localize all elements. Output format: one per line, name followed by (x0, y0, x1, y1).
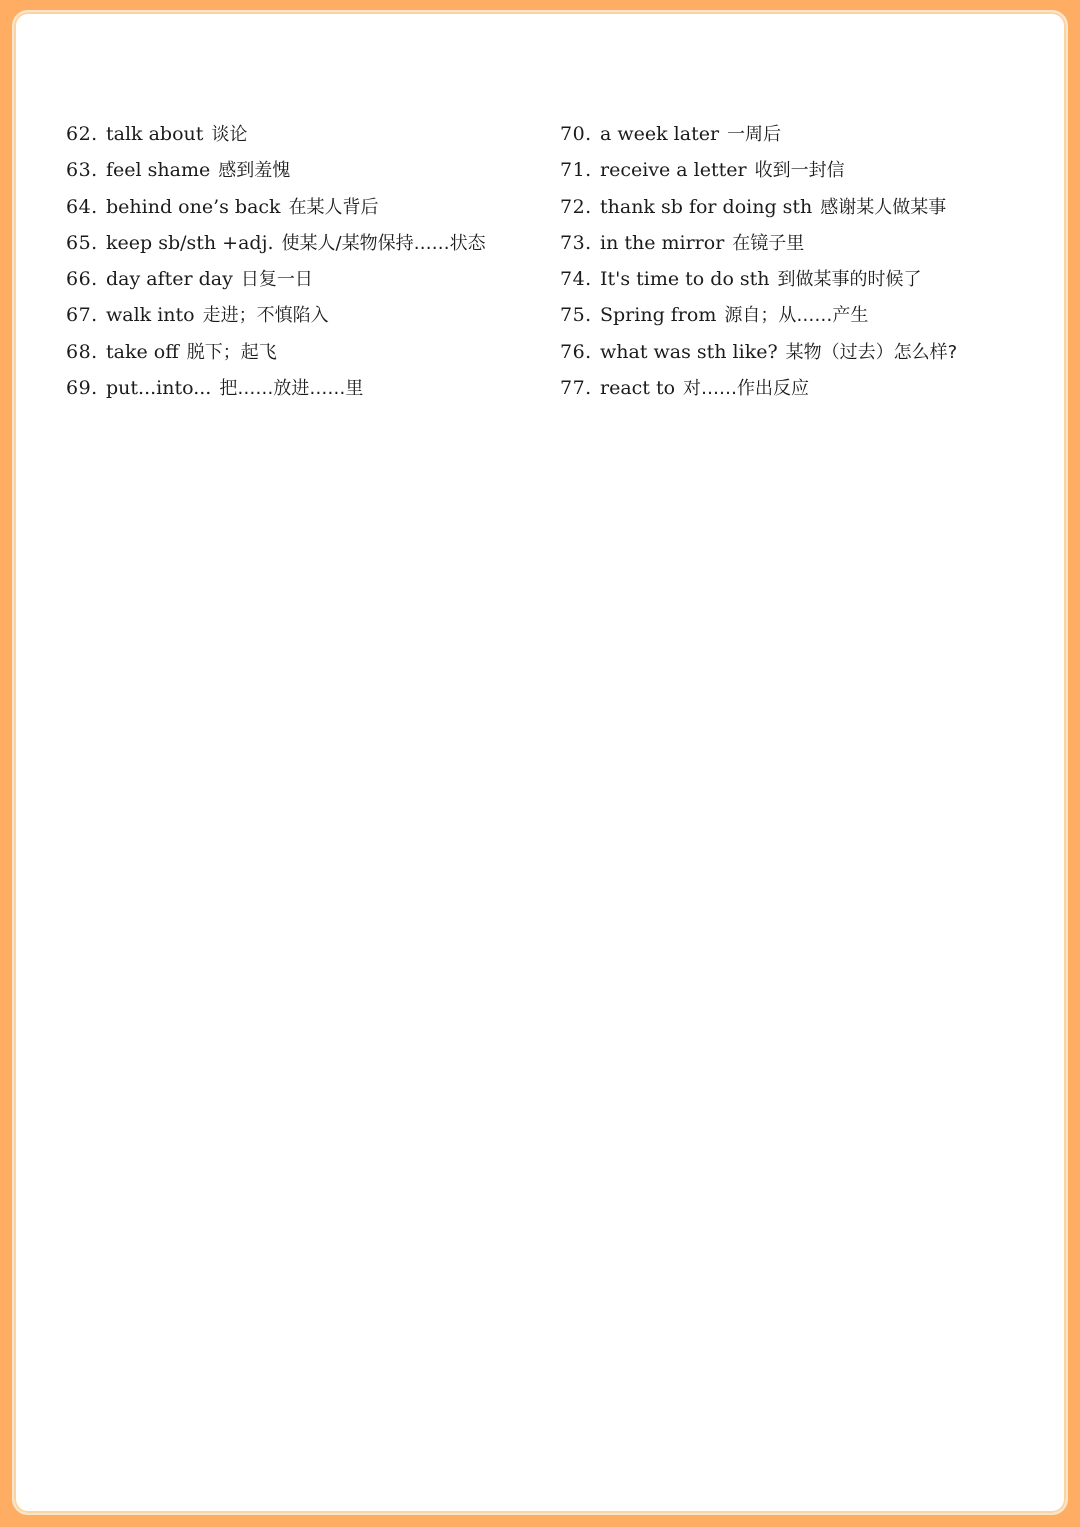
item-phrase: a week later (600, 123, 720, 145)
item-phrase: what was sth like? (600, 340, 778, 363)
item-number: 64. (66, 195, 98, 218)
item-number: 71. (560, 159, 592, 182)
item-phrase: in the mirror (600, 231, 725, 254)
vocabulary-sheet (12, 10, 1068, 1515)
item-phrase: put...into... (106, 377, 212, 400)
list-item (560, 261, 1050, 297)
item-number: 72. (560, 195, 592, 218)
item-number: 66. (66, 268, 98, 291)
list-item (560, 116, 1050, 152)
item-number: 65. (66, 231, 98, 254)
item-number: 63. (66, 159, 98, 182)
item-number: 69. (66, 377, 98, 400)
item-phrase: talk about (106, 123, 204, 145)
item-phrase: walk into (106, 304, 195, 327)
list-item (560, 189, 1050, 225)
item-phrase: day after day (106, 268, 233, 291)
list-item (560, 370, 1050, 406)
item-meaning: 某物（过去）怎么样? (785, 341, 958, 363)
item-meaning: 对……作出反应 (683, 378, 810, 400)
item-number: 73. (560, 231, 592, 254)
item-meaning: 在某人背后 (288, 196, 379, 218)
item-phrase: thank sb for doing sth (600, 195, 813, 218)
list-item (66, 370, 536, 406)
right-phrase-list (560, 116, 1050, 406)
item-phrase: It's time to do sth (600, 268, 770, 291)
item-phrase: take off (106, 340, 179, 363)
item-meaning: 在镜子里 (732, 232, 805, 254)
item-meaning: 感到羞愧 (218, 160, 291, 182)
list-item (66, 297, 536, 333)
item-number: 68. (66, 340, 98, 363)
item-meaning: 一周后 (727, 124, 782, 145)
list-item (66, 189, 536, 225)
item-meaning: 脱下；起飞 (186, 341, 277, 363)
item-number: 76. (560, 340, 592, 363)
item-phrase: react to (600, 377, 676, 400)
item-meaning: 日复一日 (240, 269, 313, 291)
item-meaning: 使某人/某物保持……状态 (281, 232, 486, 254)
list-item (560, 334, 1050, 370)
item-phrase: keep sb/sth +adj. (106, 231, 274, 254)
list-item (560, 225, 1050, 261)
item-number: 75. (560, 304, 592, 327)
list-item (66, 334, 536, 370)
item-number: 77. (560, 377, 592, 400)
list-item (66, 261, 536, 297)
list-item (560, 297, 1050, 333)
item-meaning: 谈论 (211, 124, 248, 145)
item-phrase: receive a letter (600, 159, 747, 182)
list-item (66, 116, 536, 152)
list-item (66, 152, 536, 188)
item-meaning: 感谢某人做某事 (820, 196, 947, 218)
list-item (66, 225, 536, 261)
item-number: 70. (560, 123, 592, 145)
item-meaning: 把……放进……里 (219, 378, 364, 400)
item-number: 74. (560, 268, 592, 291)
item-meaning: 到做某事的时候了 (777, 269, 922, 291)
item-number: 62. (66, 123, 98, 145)
item-phrase: behind one’s back (106, 195, 281, 218)
item-meaning: 源自；从……产生 (724, 305, 869, 327)
item-phrase: Spring from (600, 304, 717, 327)
item-number: 67. (66, 304, 98, 327)
item-meaning: 收到一封信 (754, 160, 845, 182)
item-meaning: 走进；不慎陷入 (202, 305, 329, 327)
item-phrase: feel shame (106, 159, 211, 182)
list-item (560, 152, 1050, 188)
left-phrase-list (66, 116, 536, 406)
